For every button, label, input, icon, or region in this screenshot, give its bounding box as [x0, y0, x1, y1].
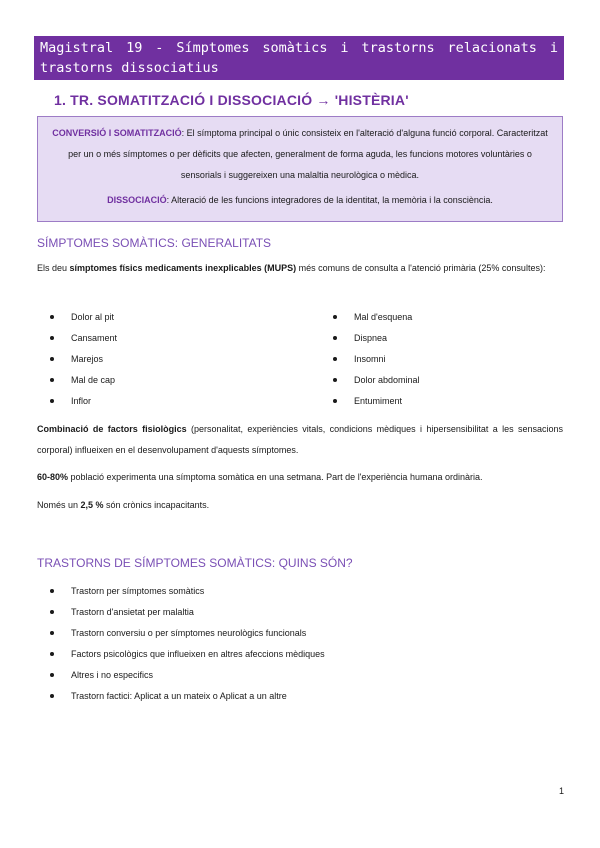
- bullet-icon: [50, 673, 54, 677]
- mups-intro-start: Els deu: [37, 263, 70, 273]
- document-title-banner: [34, 36, 564, 80]
- disorders-list: [37, 581, 563, 707]
- list-item: [37, 307, 297, 328]
- conversion-text: : El símptoma principal o únic consisteix en l'alteració d'alguna funció corporal. Caracteritzat per un o més símptomes o per dèficits que afecten, generalment de forma aguda, les funcions motores voluntàries o sensorials i suggereixen una malaltia neurològica o mèdica.: [68, 128, 548, 180]
- list-item-text: Trastorn d'ansietat per malaltia: [71, 607, 194, 617]
- bullet-icon: [50, 631, 54, 635]
- dissociation-definition: [48, 190, 552, 211]
- bullet-icon: [50, 357, 54, 361]
- list-item: [320, 328, 560, 349]
- prevalence-value: 60-80%: [37, 472, 69, 482]
- prevalence-paragraph: [37, 467, 563, 488]
- dissociation-term: DISSOCIACIÓ: [107, 195, 167, 205]
- bullet-icon: [333, 399, 337, 403]
- mups-intro-end: més comuns de consulta a l'atenció primària (25% consultes):: [296, 263, 546, 273]
- chronic-text-end: són crònics incapacitants.: [103, 500, 210, 510]
- section-heading: 1. TR. SOMATITZACIÓ I DISSOCIACIÓ → 'HISTÈRIA': [54, 92, 409, 108]
- symptom-list-left: [37, 307, 297, 412]
- list-item-text: Mal d'esquena: [354, 312, 413, 322]
- bullet-icon: [333, 378, 337, 382]
- list-item: [320, 307, 560, 328]
- symptom-list-right: [320, 307, 560, 412]
- bullet-icon: [50, 694, 54, 698]
- definitions-box: [37, 116, 563, 222]
- list-item: [320, 349, 560, 370]
- list-item-text: Marejos: [71, 354, 104, 364]
- list-item-text: Dolor al pit: [71, 312, 115, 322]
- bullet-icon: [50, 336, 54, 340]
- list-item: [37, 665, 563, 686]
- bullet-icon: [333, 357, 337, 361]
- list-item-text: Trastorn per símptomes somàtics: [71, 586, 205, 596]
- list-item-text: Inflor: [71, 396, 92, 406]
- document-title: Magistral 19 - Símptomes somàtics i trastorns relacionats i trastorns dissociatius: [40, 40, 558, 76]
- disorders-heading: TRASTORNS DE SÍMPTOMES SOMÀTICS: QUINS SÓN?: [37, 556, 353, 570]
- list-item-text: Dispnea: [354, 333, 388, 343]
- chronic-value: 2,5 %: [80, 500, 104, 510]
- list-item: [37, 623, 563, 644]
- list-item-text: Entumiment: [354, 396, 403, 406]
- bullet-icon: [50, 315, 54, 319]
- list-item: [37, 349, 297, 370]
- list-item-text: Mal de cap: [71, 375, 116, 385]
- list-item-text: Trastorn conversiu o per símptomes neurològics funcionals: [71, 628, 307, 638]
- list-item: [37, 581, 563, 602]
- generalities-heading: SÍMPTOMES SOMÀTICS: GENERALITATS: [37, 236, 272, 250]
- list-item-text: Trastorn factici: Aplicat a un mateix o Aplicat a un altre: [71, 691, 287, 701]
- factors-term: Combinació de factors fisiològics: [37, 424, 187, 434]
- mups-term: símptomes físics medicaments inexplicables (MUPS): [69, 263, 297, 273]
- bullet-icon: [333, 336, 337, 340]
- list-item: [37, 391, 297, 412]
- list-item-text: Factors psicològics que influeixen en altres afeccions mèdiques: [71, 649, 325, 659]
- prevalence-text: població experimenta una símptoma somàtica en una setmana. Part de l'experiència humana ordinària.: [68, 472, 483, 482]
- list-item: [37, 644, 563, 665]
- list-item: [320, 391, 560, 412]
- list-item-text: Insomni: [354, 354, 386, 364]
- bullet-icon: [50, 652, 54, 656]
- mups-intro: [37, 258, 563, 279]
- bullet-icon: [50, 378, 54, 382]
- dissociation-text: : Alteració de les funcions integradores de la identitat, la memòria i la consciència.: [166, 195, 493, 205]
- conversion-definition: [48, 123, 552, 186]
- list-item: [320, 370, 560, 391]
- chronic-text-start: Només un: [37, 500, 81, 510]
- page-number: 1: [558, 786, 564, 796]
- factors-text: (personalitat, experiències vitals, condicions mèdiques i hipersensibilitat a les sensacions corporal) influeixen en el desenvolupament d'aquests símptomes.: [37, 424, 564, 455]
- factors-paragraph: [37, 419, 563, 461]
- list-item: [37, 602, 563, 623]
- conversion-term: CONVERSIÓ I SOMATITZACIÓ: [52, 128, 182, 138]
- chronic-paragraph: [37, 495, 563, 516]
- list-item-text: Dolor abdominal: [354, 375, 420, 385]
- bullet-icon: [50, 589, 54, 593]
- list-item: [37, 328, 297, 349]
- bullet-icon: [50, 399, 54, 403]
- list-item: [37, 686, 563, 707]
- list-item: [37, 370, 297, 391]
- list-item-text: Altres i no especifics: [71, 670, 154, 680]
- bullet-icon: [50, 610, 54, 614]
- list-item-text: Cansament: [71, 333, 118, 343]
- bullet-icon: [333, 315, 337, 319]
